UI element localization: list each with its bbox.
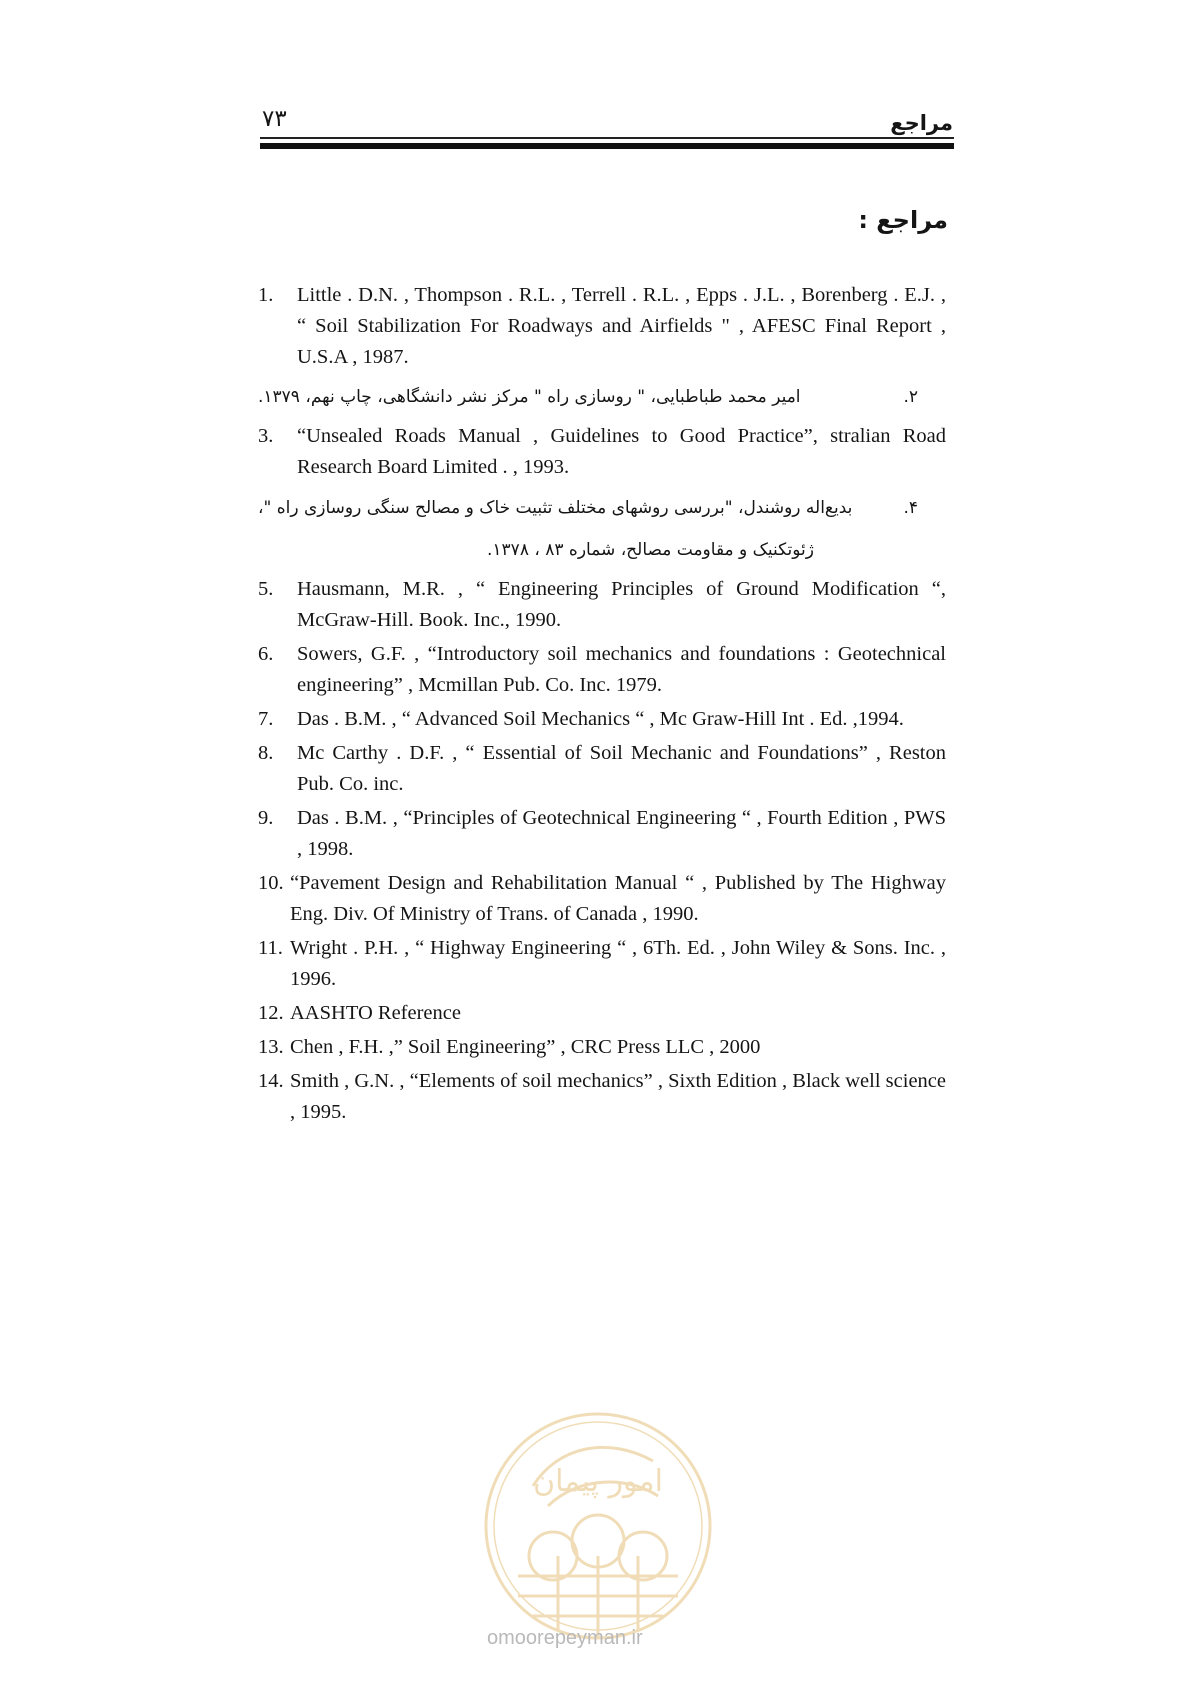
reference-number: 14. bbox=[258, 1070, 284, 1092]
reference-item bbox=[258, 998, 946, 1029]
reference-number: 10. bbox=[258, 872, 284, 894]
reference-text: Hausmann, M.R. , “ Engineering Principles of Ground Modification “, McGraw-Hill. Book. Inc., 1990. bbox=[297, 578, 946, 631]
reference-text: AASHTO Reference bbox=[290, 1002, 461, 1024]
watermark-logo-text: امور پیمان bbox=[533, 1464, 663, 1499]
reference-item bbox=[258, 1066, 946, 1128]
reference-item bbox=[258, 574, 946, 636]
reference-text: Smith , G.N. , “Elements of soil mechanics” , Sixth Edition , Black well science , 1995. bbox=[290, 1070, 946, 1123]
reference-text: Das . B.M. , “Principles of Geotechnical Engineering “ , Fourth Edition , PWS , 1998. bbox=[297, 807, 946, 860]
reference-item bbox=[258, 933, 946, 995]
running-title: مراجع bbox=[890, 111, 953, 135]
reference-item bbox=[258, 1032, 946, 1063]
reference-number: ۲. bbox=[903, 387, 918, 407]
reference-text: Mc Carthy . D.F. , “ Essential of Soil Mechanic and Foundations” , Reston Pub. Co. inc. bbox=[297, 742, 946, 795]
reference-item bbox=[258, 738, 946, 800]
reference-item bbox=[258, 421, 946, 483]
reference-number: 1. bbox=[258, 284, 274, 306]
reference-number: 8. bbox=[258, 742, 274, 764]
header-rule-thin bbox=[260, 137, 954, 139]
reference-text: Chen , F.H. ,” Soil Engineering” , CRC Press LLC , 2000 bbox=[290, 1036, 761, 1058]
reference-number: 3. bbox=[258, 425, 274, 447]
page-number: ۷۳ bbox=[262, 106, 287, 131]
reference-text: Sowers, G.F. , “Introductory soil mechanics and foundations : Geotechnical engineering” , Mcmillan Pub. Co. Inc. 1979. bbox=[297, 643, 946, 696]
reference-number: 13. bbox=[258, 1036, 284, 1058]
reference-text: “Pavement Design and Rehabilitation Manual “ , Published by The Highway Eng. Div. Of Ministry of Trans. of Canada , 1990. bbox=[290, 872, 946, 925]
reference-item bbox=[258, 803, 946, 865]
reference-number: 12. bbox=[258, 1002, 284, 1024]
reference-item bbox=[258, 868, 946, 930]
reference-item bbox=[258, 280, 946, 373]
reference-item bbox=[258, 704, 946, 735]
reference-text-continuation: ژئوتکنیک و مقاومت مصالح، شماره ۸۳ ، ۱۳۷۸. bbox=[487, 540, 814, 560]
reference-item bbox=[258, 639, 946, 701]
reference-number: 9. bbox=[258, 807, 274, 829]
reference-text: “Unsealed Roads Manual , Guidelines to Good Practice”, stralian Road Research Board Limited . , 1993. bbox=[297, 425, 946, 478]
section-title: مراجع : bbox=[858, 206, 948, 234]
reference-text: Wright . P.H. , “ Highway Engineering “ , 6Th. Ed. , John Wiley & Sons. Inc. , 1996. bbox=[290, 937, 946, 990]
reference-text: Little . D.N. , Thompson . R.L. , Terrell . R.L. , Epps . J.L. , Borenberg . E.J. , “ Soil Stabilization For Roadways and Airfields " , AFESC Final Report , U.S.A , 1987. bbox=[297, 284, 946, 368]
reference-text: بدیع‌اله روشندل، "بررسی روشهای مختلف تثبیت خاک و مصالح سنگی روسازی راه "، bbox=[258, 498, 853, 518]
reference-item bbox=[258, 376, 946, 418]
reference-number: ۴. bbox=[903, 498, 918, 518]
reference-number: 7. bbox=[258, 708, 274, 730]
reference-text: Das . B.M. , “ Advanced Soil Mechanics “ , Mc Graw-Hill Int . Ed. ,1994. bbox=[297, 708, 904, 730]
reference-list bbox=[258, 280, 946, 1131]
reference-text: امیر محمد طباطبایی، " روسازی راه " مرکز نشر دانشگاهی، چاپ نهم، ۱۳۷۹. bbox=[258, 387, 801, 407]
watermark-logo bbox=[478, 1406, 718, 1646]
reference-number: 5. bbox=[258, 578, 274, 600]
reference-number: 6. bbox=[258, 643, 274, 665]
watermark-site: omoorepeyman.ir bbox=[487, 1627, 643, 1649]
reference-item bbox=[258, 487, 946, 571]
reference-number: 11. bbox=[258, 937, 283, 959]
header-rule-thick bbox=[260, 143, 954, 149]
